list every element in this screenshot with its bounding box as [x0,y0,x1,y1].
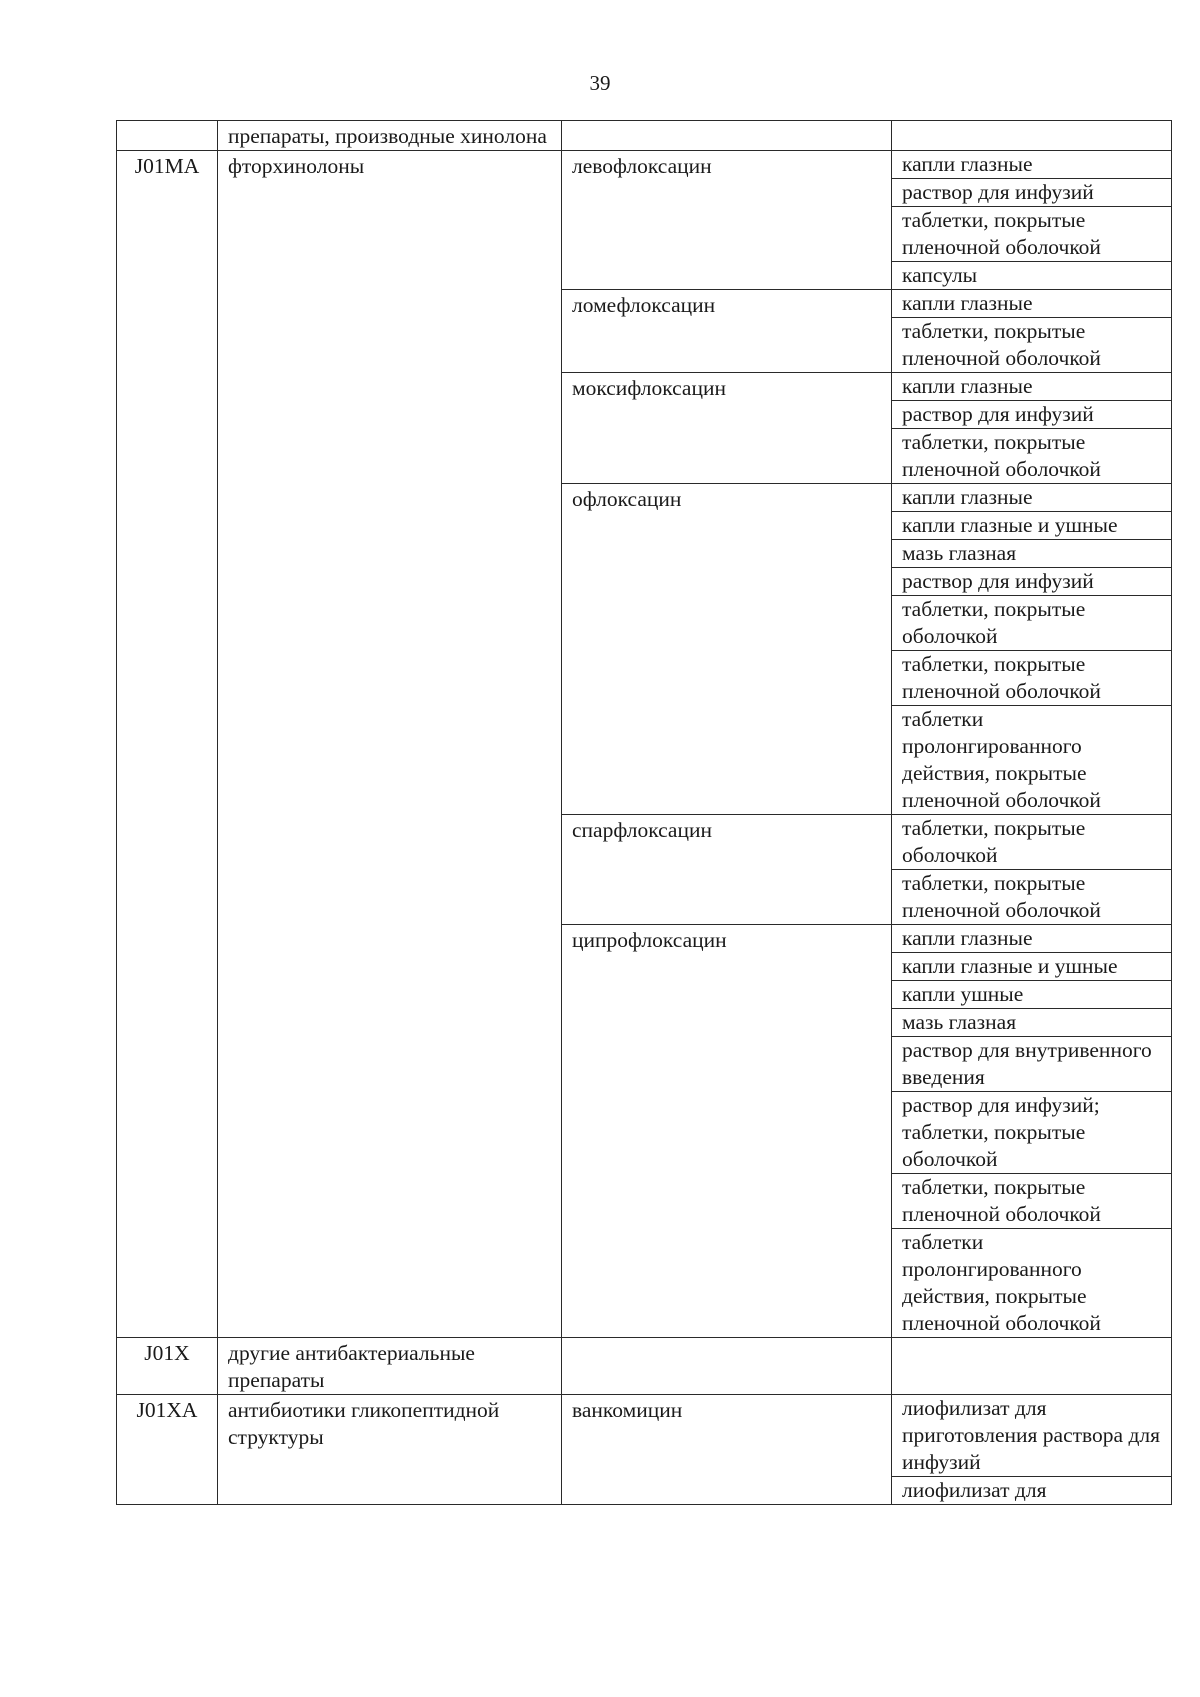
drug-name-cell: левофлоксацин [562,151,892,290]
dosage-form: мазь глазная [892,539,1171,567]
atc-code-cell: J01XA [117,1395,218,1505]
dosage-form: таблетки, покрытые пленочной оболочкой [892,206,1171,261]
dosage-form: таблетки, покрытые оболочкой [902,816,1086,867]
drug-name-cell: спарфлоксацин [562,815,892,925]
dosage-form: таблетки пролонгированного действия, покрытые пленочной оболочкой [892,705,1171,814]
drug-name-cell [562,121,892,151]
dosage-form: таблетки, покрытые пленочной оболочкой [892,869,1171,924]
dosage-form: раствор для инфузий; таблетки, покрытые оболочкой [892,1091,1171,1173]
drug-name-cell: офлоксацин [562,484,892,815]
drug-name-cell: ломефлоксацин [562,290,892,373]
dosage-form: таблетки, покрытые пленочной оболочкой [892,650,1171,705]
page-number: 39 [589,71,611,95]
dosage-forms-cell [892,1395,1172,1505]
drug-table [116,120,1172,1505]
dosage-form: капли ушные [892,980,1171,1008]
atc-code-cell [117,121,218,151]
dosage-form: таблетки, покрытые оболочкой [892,595,1171,650]
dosage-forms-cell [892,925,1172,1338]
dosage-form: раствор для внутривенного введения [892,1036,1171,1091]
dosage-form: капли глазные [902,926,1033,950]
dosage-form: таблетки, покрытые пленочной оболочкой [892,428,1171,483]
dosage-form: капли глазные [902,485,1033,509]
drug-name-cell: ципрофлоксацин [562,925,892,1338]
drug-name-cell [562,1338,892,1395]
table-row [117,151,1172,290]
dosage-form: таблетки, покрытые пленочной оболочкой [892,317,1171,372]
dosage-form: мазь глазная [892,1008,1171,1036]
dosage-form: лиофилизат для приготовления раствора для инфузий [902,1396,1160,1474]
group-name-cell: препараты, производные хинолона [218,121,562,151]
dosage-form: капли глазные [902,152,1033,176]
dosage-forms-cell [892,815,1172,925]
dosage-form: капли глазные [902,291,1033,315]
dosage-form: раствор для инфузий [892,178,1171,206]
dosage-form: капли глазные и ушные [892,511,1171,539]
table-row [117,1338,1172,1395]
drug-name-cell: ванкомицин [562,1395,892,1505]
drug-name-cell: моксифлоксацин [562,373,892,484]
dosage-forms-cell [892,1338,1172,1395]
dosage-forms-cell [892,151,1172,290]
dosage-form: капли глазные и ушные [892,952,1171,980]
dosage-forms-cell [892,121,1172,151]
dosage-form: капли глазные [902,374,1033,398]
dosage-form: таблетки, покрытые пленочной оболочкой [892,1173,1171,1228]
dosage-form: капсулы [892,261,1171,289]
dosage-forms-cell [892,290,1172,373]
dosage-form: раствор для инфузий [892,400,1171,428]
atc-code-cell: J01MA [117,151,218,1338]
dosage-forms-cell [892,484,1172,815]
group-name-cell: антибиотики гликопептидной структуры [218,1395,562,1505]
dosage-form: раствор для инфузий [892,567,1171,595]
table-row [117,1395,1172,1505]
group-name-cell: фторхинолоны [218,151,562,1338]
dosage-form: лиофилизат для [892,1476,1171,1504]
atc-code-cell: J01X [117,1338,218,1395]
table-row [117,121,1172,151]
dosage-forms-cell [892,373,1172,484]
group-name-cell: другие антибактериальные препараты [218,1338,562,1395]
dosage-form: таблетки пролонгированного действия, покрытые пленочной оболочкой [892,1228,1171,1337]
